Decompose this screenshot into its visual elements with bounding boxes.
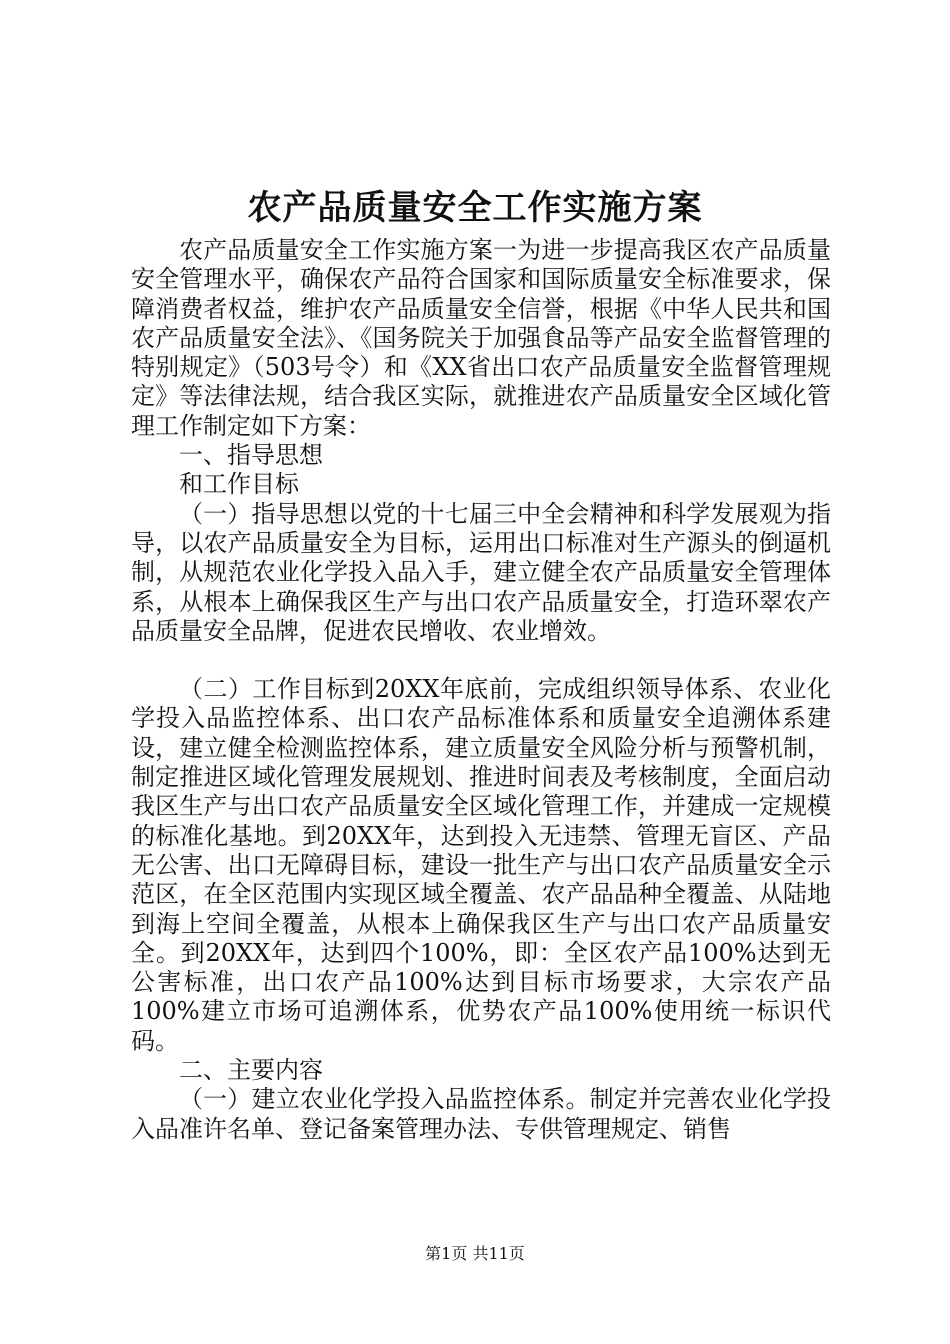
document-body <box>131 236 831 1144</box>
section-heading-1-continued: 和工作目标 <box>179 470 299 499</box>
subsection-input-monitoring: （一）建立农业化学投入品监控体系。制定并完善农业化学投入品准许名单、登记备案管理办法、专供管理规定、销售 <box>131 1085 831 1143</box>
subsection-guiding-ideology: （一）指导思想以党的十七届三中全会精神和科学发展观为指导，以农产品质量安全为目标，运用出口标准对生产源头的倒逼机制，从规范农业化学投入品入手，建立健全农产品质量安全管理体系，从根本上确保我区生产与出口农产品质量安全，打造环翠农产品质量安全品牌，促进农民增收、农业增效。 <box>131 499 831 645</box>
page-title: 农产品质量安全工作实施方案 <box>247 188 703 228</box>
section-heading-1: 一、指导思想 <box>179 441 323 470</box>
page-number-footer: 第1页 共11页 <box>425 1244 525 1263</box>
intro-paragraph: 农产品质量安全工作实施方案一为进一步提高我区农产品质量安全管理水平，确保农产品符合国家和国际质量安全标准要求，保障消费者权益，维护农产品质量安全信誉，根据《中华人民共和国农产品质量安全法》、《国务院关于加强食品等产品安全监督管理的特别规定》（503号令）和《XX省出口农产品质量安全监督管理规定》等法律法规，结合我区实际，就推进农产品质量安全区域化管理工作制定如下方案： <box>131 236 831 440</box>
subsection-work-goals: （二）工作目标到20XX年底前，完成组织领导体系、农业化学投入品监控体系、出口农产品标准体系和质量安全追溯体系建设，建立健全检测监控体系，建立质量安全风险分析与预警机制，制定推进区域化管理发展规划、推进时间表及考核制度，全面启动我区生产与出口农产品质量安全区域化管理工作，并建成一定规模的标准化基地。到20XX年，达到投入无违禁、管理无盲区、产品无公害、出口无障碍目标，建设一批生产与出口农产品质量安全示范区，在全区范围内实现区域全覆盖、农产品品种全覆盖、从陆地到海上空间全覆盖，从根本上确保我区生产与出口农产品质量安全。到20XX年，达到四个100%，即：全区农产品100%达到无公害标准，出口农产品100%达到目标市场要求，大宗农产品100%建立市场可追溯体系，优势农产品100%使用统一标识代码。 <box>131 675 831 1055</box>
paragraph-spacer <box>131 646 831 675</box>
section-heading-2: 二、主要内容 <box>179 1056 323 1085</box>
